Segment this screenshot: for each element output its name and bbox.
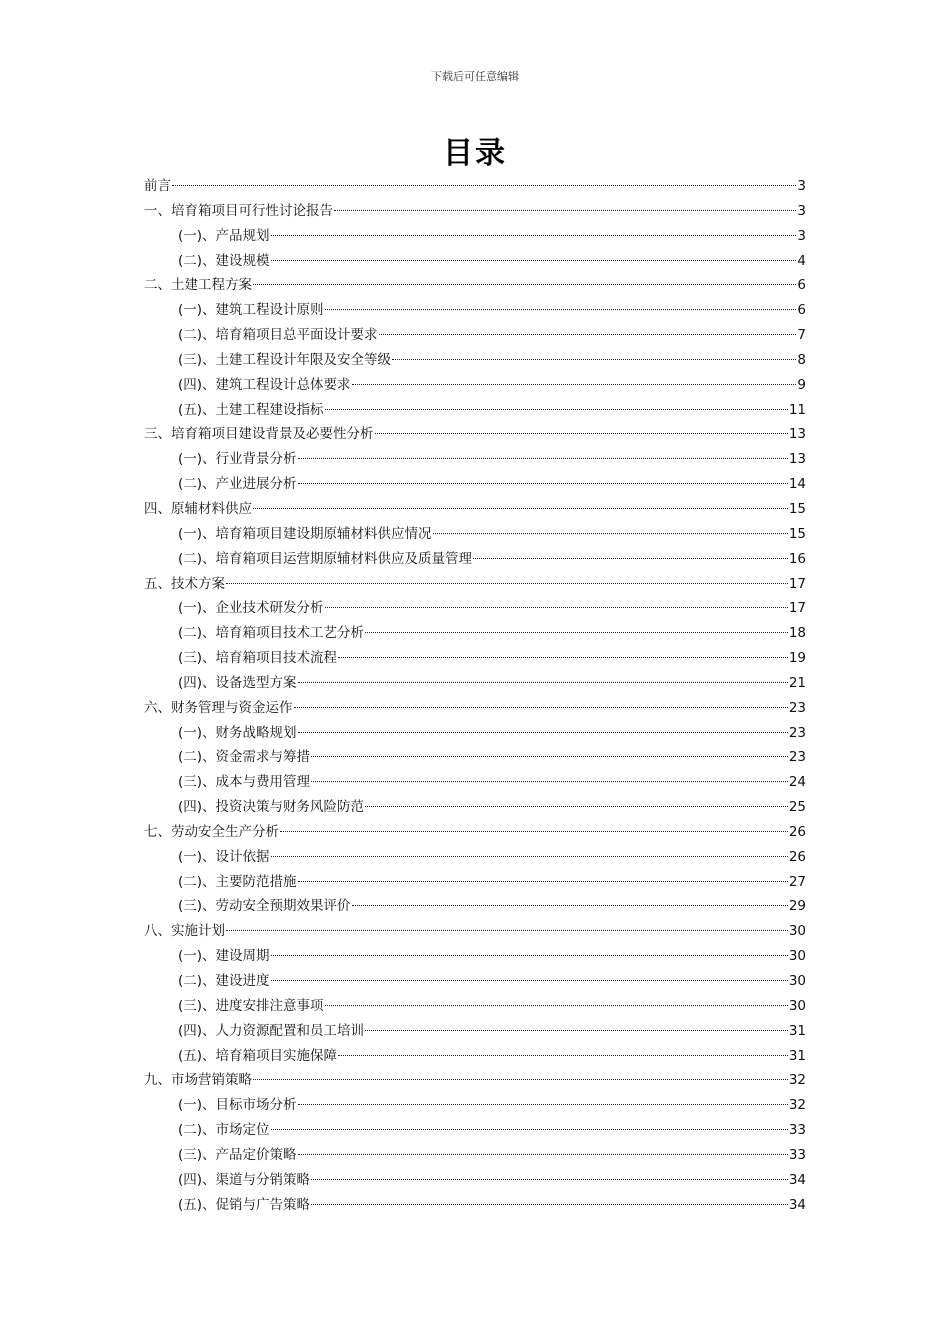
toc-entry-text: (一)、企业技术研发分析	[178, 600, 324, 617]
toc-entry-text: (五)、培育箱项目实施保障	[178, 1047, 338, 1064]
toc-entry[interactable]	[144, 1168, 806, 1193]
toc-entry[interactable]	[144, 1068, 806, 1093]
toc-page-number: 30	[788, 997, 806, 1014]
toc-entry-text: (二)、培育箱项目总平面设计要求	[178, 327, 378, 344]
toc-entry[interactable]	[144, 944, 806, 969]
toc-entry[interactable]	[144, 547, 806, 572]
toc-entry-text: (四)、投资决策与财务风险防范	[178, 799, 365, 816]
toc-page-number: 8	[797, 351, 806, 368]
toc-entry-text: (一)、行业背景分析	[178, 451, 297, 468]
toc-entry-text: (二)、培育箱项目技术工艺分析	[178, 625, 365, 642]
toc-entry[interactable]	[144, 398, 806, 423]
toc-page-number: 30	[788, 923, 806, 940]
toc-entry-text: (二)、建设进度	[178, 973, 270, 989]
toc-dot-leader	[271, 980, 788, 981]
toc-entry-text: 四、原辅材料供应	[144, 500, 252, 517]
toc-entry-text: (二)、资金需求与筹措	[178, 749, 311, 766]
toc-page-number: 23	[788, 749, 806, 766]
toc-page-number: 30	[788, 973, 806, 989]
toc-page-number: 9	[797, 376, 806, 393]
toc-dot-leader	[473, 558, 788, 559]
toc-dot-leader	[271, 260, 797, 261]
toc-dot-leader	[433, 533, 788, 534]
toc-entry[interactable]	[144, 447, 806, 472]
toc-page-number: 31	[788, 1022, 806, 1039]
toc-dot-leader	[352, 384, 797, 385]
toc-entry[interactable]	[144, 522, 806, 547]
toc-dot-leader	[325, 409, 788, 410]
toc-entry-text: 前言	[144, 178, 171, 194]
toc-page-number: 27	[788, 873, 806, 890]
toc-page-number: 26	[788, 848, 806, 865]
toc-entry[interactable]	[144, 373, 806, 398]
toc-dot-leader	[280, 831, 788, 832]
toc-dot-leader	[325, 607, 788, 608]
toc-entry-text: 六、财务管理与资金运作	[144, 699, 293, 716]
toc-page-number: 15	[788, 500, 806, 517]
toc-entry-text: (三)、产品定价策略	[178, 1146, 297, 1163]
toc-dot-leader	[325, 1005, 788, 1006]
toc-page-number: 3	[797, 202, 806, 219]
toc-page-number: 26	[788, 823, 806, 840]
toc-entry[interactable]	[144, 323, 806, 348]
toc-dot-leader	[298, 732, 788, 733]
toc-entry-text: 三、培育箱项目建设背景及必要性分析	[144, 426, 374, 443]
toc-entry-text: 七、劳动安全生产分析	[144, 823, 279, 840]
toc-entry-text: 九、市场营销策略	[144, 1072, 252, 1089]
toc-dot-leader	[271, 235, 797, 236]
toc-entry[interactable]	[144, 696, 806, 721]
toc-entry[interactable]	[144, 994, 806, 1019]
toc-entry-text: (一)、产品规划	[178, 227, 270, 244]
toc-entry[interactable]	[144, 1193, 806, 1218]
toc-page-number: 18	[788, 625, 806, 642]
toc-dot-leader	[352, 905, 788, 906]
toc-dot-leader	[226, 930, 788, 931]
toc-entry[interactable]	[144, 1118, 806, 1143]
toc-dot-leader	[311, 781, 788, 782]
toc-dot-leader	[298, 483, 788, 484]
toc-page-number: 7	[797, 327, 806, 344]
toc-dot-leader	[271, 955, 788, 956]
toc-dot-leader	[253, 508, 788, 509]
toc-entry[interactable]	[144, 745, 806, 770]
toc-page-number: 17	[788, 575, 806, 592]
toc-entry[interactable]	[144, 969, 806, 994]
toc-entry[interactable]	[144, 795, 806, 820]
toc-entry-text: (四)、设备选型方案	[178, 674, 297, 691]
toc-page-number: 6	[797, 302, 806, 319]
toc-entry[interactable]	[144, 820, 806, 845]
toc-dot-leader	[271, 1129, 788, 1130]
toc-page-number: 13	[788, 451, 806, 468]
toc-dot-leader	[226, 583, 788, 584]
toc-entry[interactable]	[144, 671, 806, 696]
toc-page-number: 33	[788, 1146, 806, 1163]
toc-page-number: 34	[788, 1171, 806, 1188]
toc-page-number: 23	[788, 699, 806, 716]
toc-entry-text: (二)、产业进展分析	[178, 476, 297, 493]
toc-dot-leader	[311, 1204, 788, 1205]
toc-dot-leader	[392, 359, 796, 360]
toc-page-number: 6	[797, 277, 806, 294]
toc-entry-text: (五)、促销与广告策略	[178, 1196, 311, 1213]
toc-entry-text: (三)、劳动安全预期效果评价	[178, 898, 351, 915]
toc-entry[interactable]	[144, 273, 806, 298]
toc-entry[interactable]	[144, 1019, 806, 1044]
toc-entry-text: 八、实施计划	[144, 923, 225, 940]
toc-dot-leader	[325, 309, 797, 310]
toc-page-number: 34	[788, 1196, 806, 1213]
toc-entry[interactable]	[144, 422, 806, 447]
toc-entry[interactable]	[144, 1093, 806, 1118]
toc-dot-leader	[271, 856, 788, 857]
toc-page-number: 15	[788, 525, 806, 542]
toc-page-number: 23	[788, 724, 806, 741]
toc-dot-leader	[298, 1154, 788, 1155]
toc-page-number: 13	[788, 426, 806, 443]
toc-entry-text: (一)、财务战略规划	[178, 724, 297, 741]
toc-entry-text: (一)、建设周期	[178, 948, 270, 965]
toc-entry[interactable]	[144, 621, 806, 646]
toc-dot-leader	[338, 657, 788, 658]
toc-entry[interactable]	[144, 894, 806, 919]
toc-page-number: 11	[788, 401, 806, 418]
toc-page-number: 16	[788, 550, 806, 567]
toc-entry-text: (三)、土建工程设计年限及安全等级	[178, 351, 392, 368]
toc-page-number: 21	[788, 674, 806, 691]
toc-entry[interactable]	[144, 348, 806, 373]
toc-entry[interactable]	[144, 721, 806, 746]
toc-page-number: 32	[788, 1072, 806, 1089]
toc-page-number: 3	[797, 227, 806, 244]
toc-entry-text: (一)、建筑工程设计原则	[178, 302, 324, 319]
toc-page-number: 19	[788, 650, 806, 667]
toc-entry-text: (三)、培育箱项目技术流程	[178, 650, 338, 667]
toc-page-number: 25	[788, 799, 806, 816]
toc-entry-text: (二)、主要防范措施	[178, 873, 297, 890]
toc-page-number: 4	[797, 252, 806, 269]
toc-entry[interactable]	[144, 572, 806, 597]
toc-dot-leader	[311, 756, 788, 757]
toc-entry[interactable]	[144, 497, 806, 522]
toc-page-number: 33	[788, 1122, 806, 1139]
toc-entry-text: (一)、培育箱项目建设期原辅材料供应情况	[178, 525, 432, 542]
toc-dot-leader	[365, 632, 788, 633]
toc-entry-text: (二)、建设规模	[178, 252, 270, 269]
toc-dot-leader	[298, 458, 788, 459]
toc-entry[interactable]	[144, 770, 806, 795]
toc-entry-text: (一)、设计依据	[178, 848, 270, 865]
table-of-contents	[144, 174, 806, 1217]
toc-page-number: 32	[788, 1097, 806, 1114]
toc-page-number: 3	[797, 178, 806, 194]
toc-entry[interactable]	[144, 224, 806, 249]
toc-entry-text: (四)、渠道与分销策略	[178, 1171, 311, 1188]
toc-page-number: 14	[788, 476, 806, 493]
toc-page-number: 17	[788, 600, 806, 617]
toc-entry-text: (三)、成本与费用管理	[178, 774, 311, 791]
toc-entry[interactable]	[144, 472, 806, 497]
toc-entry-text: 一、培育箱项目可行性讨论报告	[144, 202, 333, 219]
toc-entry[interactable]	[144, 298, 806, 323]
toc-page-number: 31	[788, 1047, 806, 1064]
page-header-note: 下载后可任意编辑	[431, 70, 519, 83]
toc-dot-leader	[298, 881, 788, 882]
toc-dot-leader	[253, 284, 796, 285]
toc-entry-text: (二)、培育箱项目运营期原辅材料供应及质量管理	[178, 550, 473, 567]
toc-dot-leader	[379, 334, 797, 335]
toc-entry-text: 五、技术方案	[144, 575, 225, 592]
toc-title: 目录	[443, 136, 507, 171]
toc-page-number: 29	[788, 898, 806, 915]
toc-dot-leader	[311, 1179, 788, 1180]
toc-entry[interactable]	[144, 174, 806, 199]
toc-page-number: 30	[788, 948, 806, 965]
toc-entry-text: (二)、市场定位	[178, 1122, 270, 1139]
toc-entry[interactable]	[144, 646, 806, 671]
toc-dot-leader	[294, 707, 788, 708]
toc-entry[interactable]	[144, 1044, 806, 1069]
toc-entry-text: (三)、进度安排注意事项	[178, 997, 324, 1014]
toc-dot-leader	[298, 682, 788, 683]
toc-entry[interactable]	[144, 845, 806, 870]
toc-dot-leader	[172, 185, 796, 186]
toc-dot-leader	[365, 1030, 788, 1031]
toc-dot-leader	[253, 1079, 788, 1080]
toc-entry-text: (四)、人力资源配置和员工培训	[178, 1022, 365, 1039]
toc-entry[interactable]	[144, 1143, 806, 1168]
toc-dot-leader	[375, 433, 788, 434]
toc-entry-text: (四)、建筑工程设计总体要求	[178, 376, 351, 393]
toc-entry-text: 二、土建工程方案	[144, 277, 252, 294]
toc-page-number: 24	[788, 774, 806, 791]
toc-dot-leader	[298, 1104, 788, 1105]
toc-entry-text: (一)、目标市场分析	[178, 1097, 297, 1114]
toc-entry-text: (五)、土建工程建设指标	[178, 401, 324, 418]
toc-entry[interactable]	[144, 199, 806, 224]
toc-dot-leader	[338, 1055, 788, 1056]
toc-entry[interactable]	[144, 870, 806, 895]
toc-entry[interactable]	[144, 249, 806, 274]
toc-entry[interactable]	[144, 596, 806, 621]
toc-entry[interactable]	[144, 919, 806, 944]
toc-dot-leader	[334, 210, 796, 211]
toc-dot-leader	[365, 806, 788, 807]
